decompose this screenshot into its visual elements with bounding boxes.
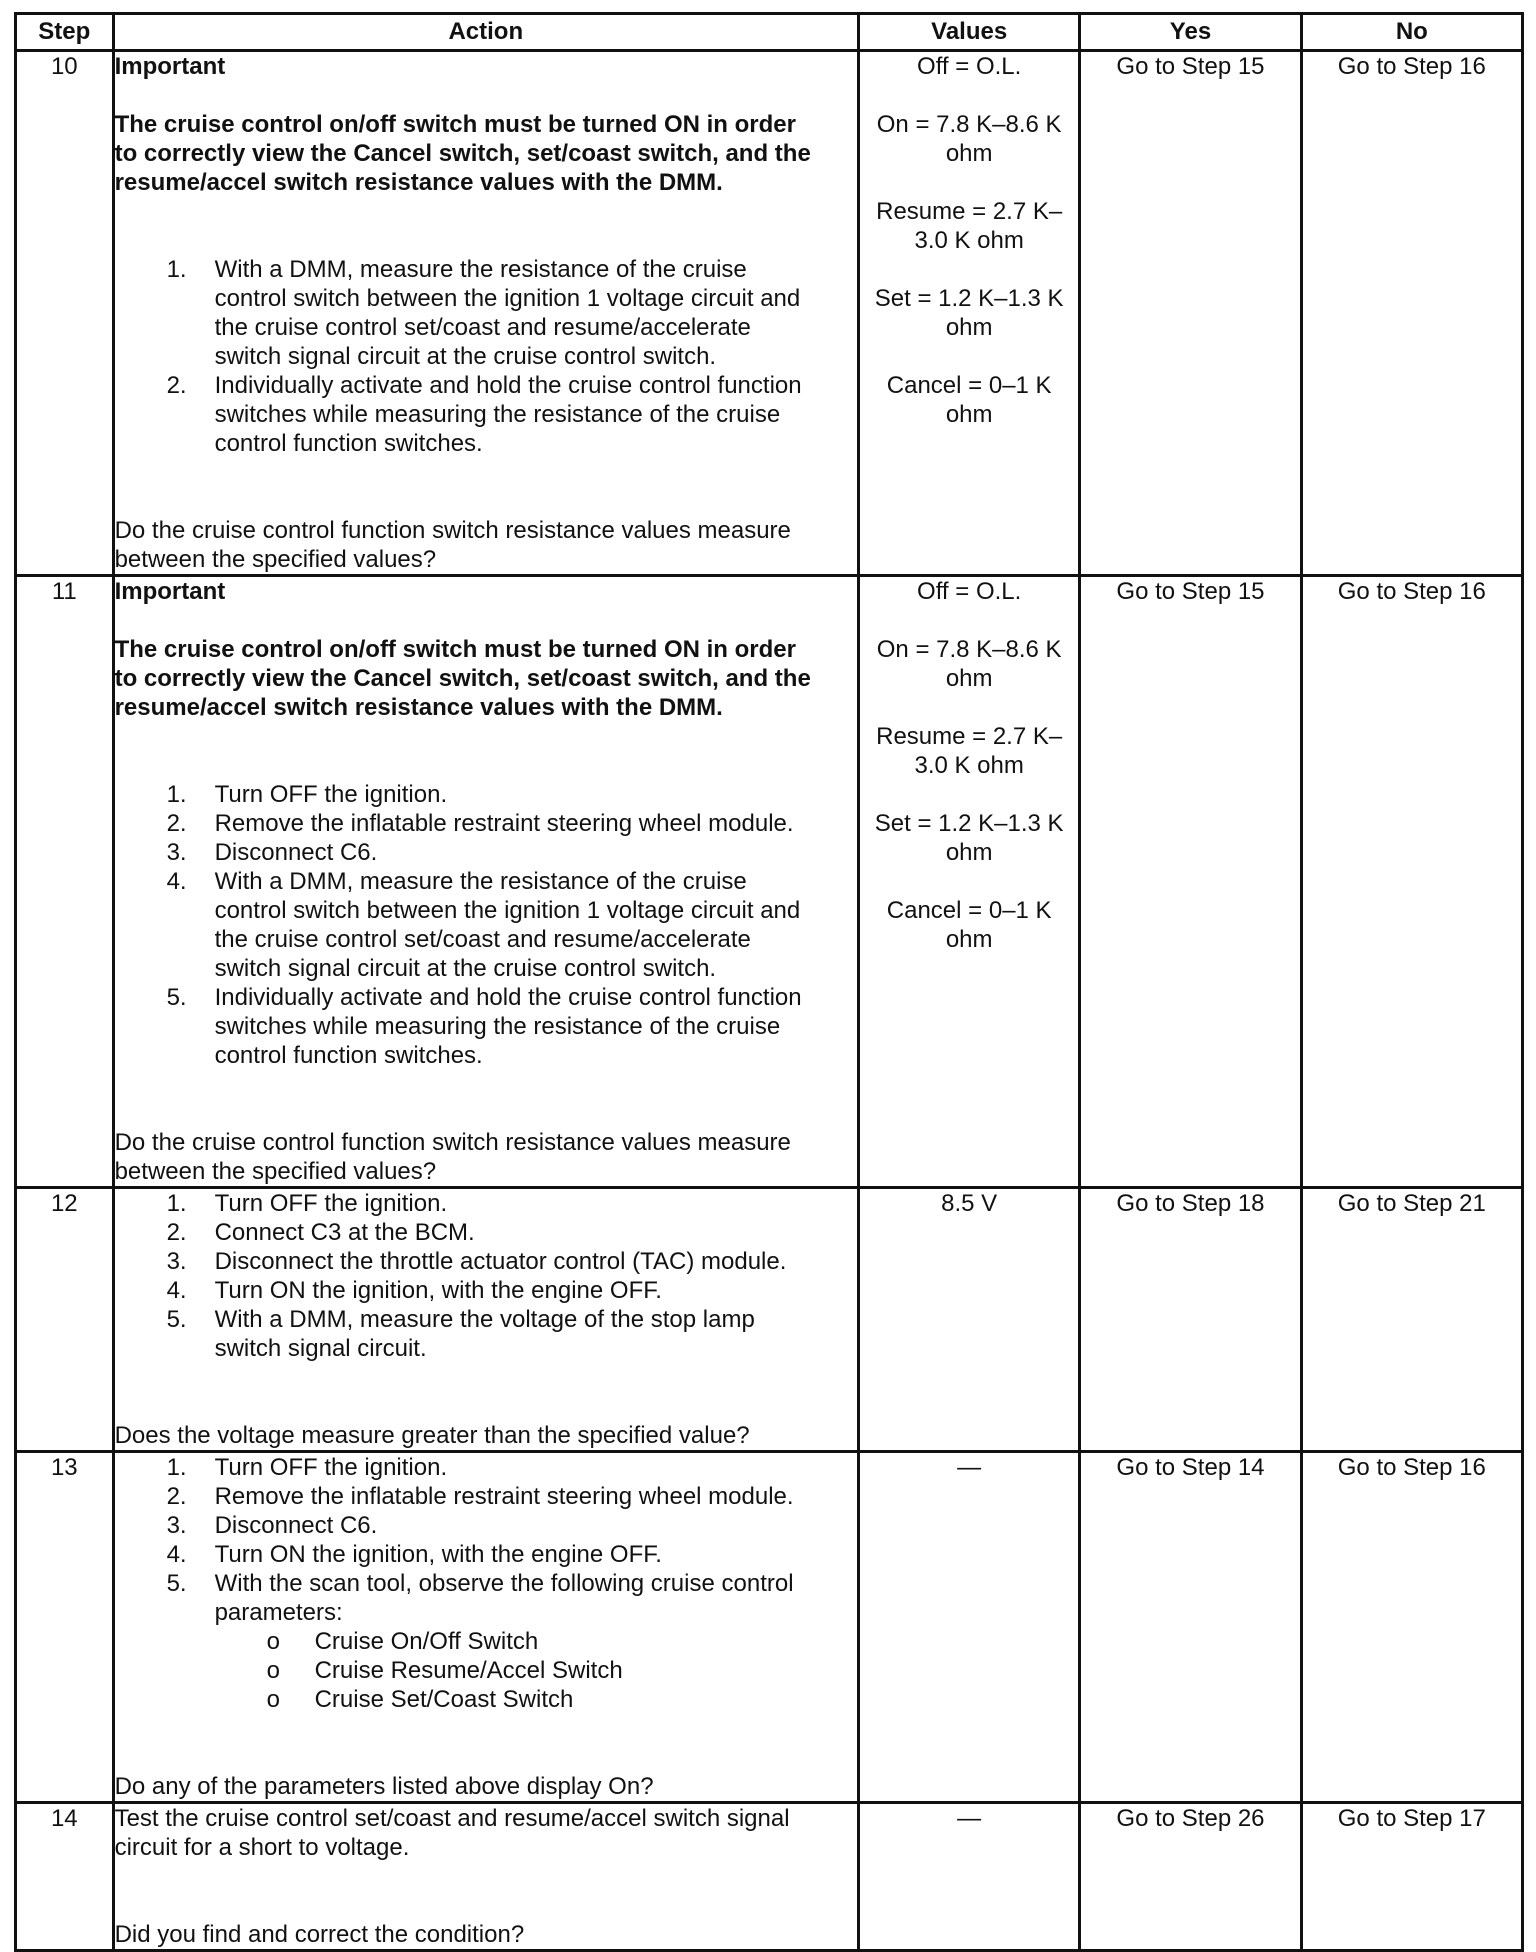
bullet-marker: o: [266, 1628, 280, 1655]
item-number: 2.: [166, 810, 187, 837]
header-yes: Yes: [1080, 14, 1301, 51]
header-values: Values: [859, 14, 1080, 51]
value-line: ohm: [945, 140, 993, 167]
list-item: [115, 1540, 857, 1569]
item-line: Turn ON the ignition, with the engine OFF.: [214, 1541, 662, 1568]
value-line: Off = O.L.: [917, 53, 1022, 80]
list-item: [115, 1627, 857, 1656]
item-number: 2.: [166, 372, 187, 399]
value-line: Set = 1.2 K–1.3 K: [874, 810, 1064, 837]
item-line: Turn OFF the ignition.: [214, 781, 448, 808]
value-line: ohm: [945, 839, 993, 866]
list-item: [115, 809, 857, 838]
item-line: Individually activate and hold the cruise control function: [214, 372, 802, 399]
item-line: parameters:: [214, 1599, 343, 1626]
item-line: switch signal circuit at the cruise control switch.: [214, 343, 717, 370]
item-number: 3.: [166, 1248, 187, 1275]
diagnostic-steps-table: [14, 12, 1524, 1952]
list-item: [115, 780, 857, 809]
item-number: 4.: [166, 868, 187, 895]
action-cell: [113, 51, 858, 576]
bullet-marker: o: [266, 1686, 280, 1713]
list-item: [115, 1511, 857, 1540]
procedure-list: [115, 255, 857, 458]
table-header-row: [16, 14, 1523, 51]
values-cell: [859, 51, 1080, 576]
important-label: Important: [114, 578, 226, 605]
list-item: [115, 1685, 857, 1714]
value-line: 3.0 K ohm: [914, 227, 1024, 254]
list-item: [115, 255, 857, 371]
question: [115, 516, 857, 574]
procedure-list: [115, 1189, 857, 1363]
values-cell: [859, 576, 1080, 1188]
important-note: [115, 635, 857, 722]
item-line: the cruise control set/coast and resume/accelerate: [214, 926, 751, 953]
values-cell: [859, 1452, 1080, 1803]
item-line: Turn OFF the ignition.: [214, 1190, 448, 1217]
value-line: ohm: [945, 401, 993, 428]
value-line: Cancel = 0–1 K: [886, 897, 1052, 924]
question-line: Do any of the parameters listed above display On?: [114, 1773, 654, 1800]
procedure-list: [115, 780, 857, 1070]
value-line: —: [957, 1454, 982, 1481]
item-line: With a DMM, measure the resistance of the cruise: [214, 868, 747, 895]
no-cell: Go to Step 16: [1301, 1452, 1522, 1803]
list-item: [115, 1189, 857, 1218]
important-note: [115, 110, 857, 197]
no-cell: Go to Step 17: [1301, 1803, 1522, 1951]
step-number: 10: [16, 51, 114, 576]
item-number: 5.: [166, 1306, 187, 1333]
value-line: Resume = 2.7 K–: [876, 723, 1063, 750]
item-line: control switch between the ignition 1 voltage circuit and: [214, 285, 801, 312]
question-line: Does the voltage measure greater than the specified value?: [114, 1422, 750, 1449]
yes-cell: Go to Step 18: [1080, 1188, 1301, 1452]
no-cell: Go to Step 16: [1301, 51, 1522, 576]
values-cell: [859, 1803, 1080, 1951]
list-item: [115, 1569, 857, 1714]
question: [115, 1772, 857, 1801]
list-item: [115, 1305, 857, 1363]
step-number: 12: [16, 1188, 114, 1452]
parameter-name: Cruise Resume/Accel Switch: [314, 1657, 623, 1684]
instruction-line: Test the cruise control set/coast and resume/accel switch signal: [114, 1805, 790, 1832]
important-label: Important: [114, 53, 226, 80]
item-line: switch signal circuit.: [214, 1335, 427, 1362]
item-number: 2.: [166, 1219, 187, 1246]
question-line: Do the cruise control function switch resistance values measure: [114, 517, 791, 544]
item-line: Disconnect the throttle actuator control (TAC) module.: [214, 1248, 787, 1275]
question: [115, 1421, 857, 1450]
item-line: control function switches.: [214, 430, 483, 457]
value-line: ohm: [945, 314, 993, 341]
item-line: Remove the inflatable restraint steering wheel module.: [214, 1483, 794, 1510]
parameter-name: Cruise On/Off Switch: [314, 1628, 539, 1655]
yes-cell: Go to Step 15: [1080, 576, 1301, 1188]
important-line: to correctly view the Cancel switch, set/coast switch, and the: [114, 665, 811, 692]
item-line: Remove the inflatable restraint steering wheel module.: [214, 810, 794, 837]
item-line: control function switches.: [214, 1042, 483, 1069]
question: [115, 1128, 857, 1186]
item-line: control switch between the ignition 1 voltage circuit and: [214, 897, 801, 924]
important-line: resume/accel switch resistance values with the DMM.: [114, 694, 723, 721]
list-item: [115, 983, 857, 1070]
action-cell: [113, 1452, 858, 1803]
table-row: [16, 1452, 1523, 1803]
procedure-list: [115, 1453, 857, 1714]
value-line: ohm: [945, 926, 993, 953]
important-line: The cruise control on/off switch must be turned ON in order: [114, 111, 796, 138]
important-line: resume/accel switch resistance values with the DMM.: [114, 169, 723, 196]
header-action: Action: [113, 14, 858, 51]
yes-cell: Go to Step 15: [1080, 51, 1301, 576]
value-line: Resume = 2.7 K–: [876, 198, 1063, 225]
important-line: The cruise control on/off switch must be turned ON in order: [114, 636, 796, 663]
value-line: Cancel = 0–1 K: [886, 372, 1052, 399]
value-line: ohm: [945, 665, 993, 692]
action-cell: [113, 1188, 858, 1452]
question-line: between the specified values?: [114, 1158, 437, 1185]
item-line: Disconnect C6.: [214, 839, 378, 866]
item-number: 1.: [166, 1454, 187, 1481]
item-line: With a DMM, measure the resistance of the cruise: [214, 256, 747, 283]
table-row: [16, 1188, 1523, 1452]
item-line: With a DMM, measure the voltage of the stop lamp: [214, 1306, 755, 1333]
item-number: 5.: [166, 984, 187, 1011]
bullet-marker: o: [266, 1657, 280, 1684]
item-line: switches while measuring the resistance of the cruise: [214, 401, 781, 428]
question-line: between the specified values?: [114, 546, 437, 573]
list-item: [115, 371, 857, 458]
item-number: 3.: [166, 839, 187, 866]
question: [115, 1920, 857, 1949]
list-item: [115, 1453, 857, 1482]
list-item: [115, 1482, 857, 1511]
list-item: [115, 1276, 857, 1305]
item-line: Connect C3 at the BCM.: [214, 1219, 475, 1246]
item-line: the cruise control set/coast and resume/accelerate: [214, 314, 751, 341]
no-cell: Go to Step 16: [1301, 576, 1522, 1188]
action-cell: [113, 1803, 858, 1951]
question-line: Do the cruise control function switch resistance values measure: [114, 1129, 791, 1156]
list-item: [115, 1218, 857, 1247]
item-number: 4.: [166, 1541, 187, 1568]
instruction: [115, 1804, 857, 1862]
question-line: Did you find and correct the condition?: [114, 1921, 525, 1948]
important-line: to correctly view the Cancel switch, set/coast switch, and the: [114, 140, 811, 167]
value-line: Off = O.L.: [917, 578, 1022, 605]
step-number: 11: [16, 576, 114, 1188]
item-line: Disconnect C6.: [214, 1512, 378, 1539]
table-row: [16, 1803, 1523, 1951]
item-number: 5.: [166, 1570, 187, 1597]
value-line: Set = 1.2 K–1.3 K: [874, 285, 1064, 312]
header-no: No: [1301, 14, 1522, 51]
table-row: [16, 576, 1523, 1188]
list-item: [115, 838, 857, 867]
item-line: Individually activate and hold the cruise control function: [214, 984, 802, 1011]
value-line: 3.0 K ohm: [914, 752, 1024, 779]
values-cell: [859, 1188, 1080, 1452]
item-line: Turn ON the ignition, with the engine OFF.: [214, 1277, 662, 1304]
no-cell: Go to Step 21: [1301, 1188, 1522, 1452]
item-line: Turn OFF the ignition.: [214, 1454, 448, 1481]
yes-cell: Go to Step 26: [1080, 1803, 1301, 1951]
list-item: [115, 1656, 857, 1685]
action-cell: [113, 576, 858, 1188]
list-item: [115, 867, 857, 983]
item-number: 2.: [166, 1483, 187, 1510]
value-line: On = 7.8 K–8.6 K: [876, 636, 1062, 663]
value-line: On = 7.8 K–8.6 K: [876, 111, 1062, 138]
item-number: 1.: [166, 256, 187, 283]
value-line: 8.5 V: [941, 1190, 998, 1217]
item-number: 3.: [166, 1512, 187, 1539]
value-line: —: [957, 1805, 982, 1832]
step-number: 14: [16, 1803, 114, 1951]
item-line: switch signal circuit at the cruise control switch.: [214, 955, 717, 982]
item-number: 1.: [166, 1190, 187, 1217]
instruction-line: circuit for a short to voltage.: [114, 1834, 410, 1861]
yes-cell: Go to Step 14: [1080, 1452, 1301, 1803]
item-line: With the scan tool, observe the following cruise control: [214, 1570, 794, 1597]
list-item: [115, 1247, 857, 1276]
item-number: 1.: [166, 781, 187, 808]
step-number: 13: [16, 1452, 114, 1803]
item-line: switches while measuring the resistance of the cruise: [214, 1013, 781, 1040]
header-step: Step: [16, 14, 114, 51]
parameter-name: Cruise Set/Coast Switch: [314, 1686, 574, 1713]
item-number: 4.: [166, 1277, 187, 1304]
parameter-list: [215, 1627, 857, 1714]
table-row: [16, 51, 1523, 576]
